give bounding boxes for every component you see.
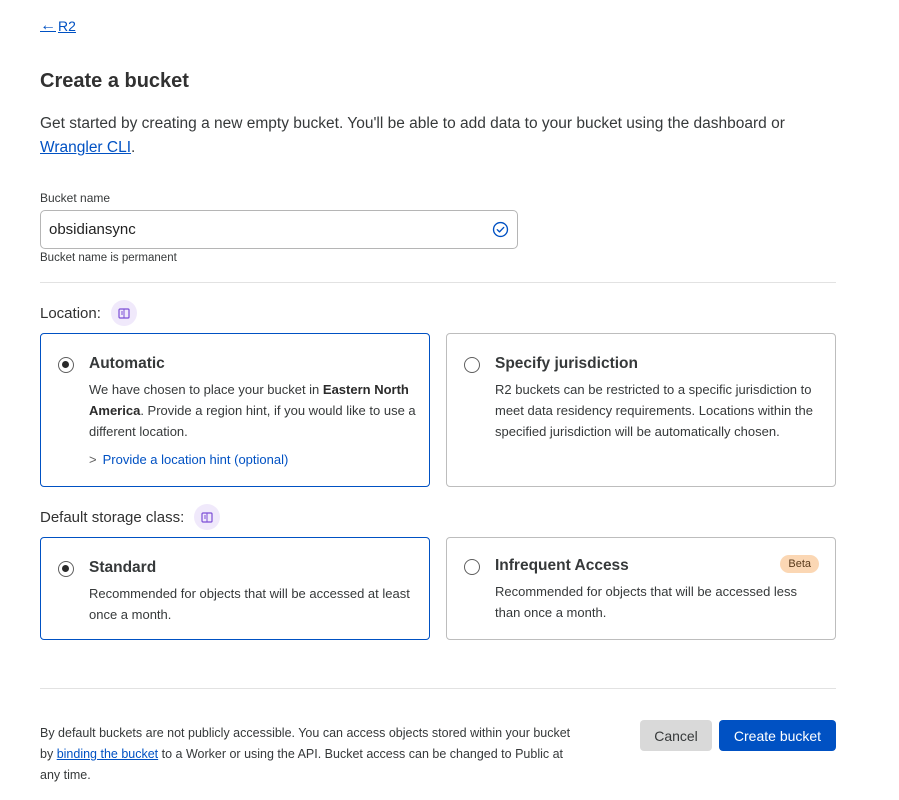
option-desc-infrequent: Recommended for objects that will be accessed less than once a month. [495,584,798,620]
arrow-left-icon: ← [40,17,56,34]
bucket-name-input[interactable] [49,211,479,248]
option-title-standard: Standard [89,559,157,576]
region-name: Eastern North America [89,382,409,418]
create-bucket-button[interactable]: Create bucket [719,720,836,751]
option-desc-standard: Recommended for objects that will be accessed at least once a month. [89,586,410,622]
option-title-automatic: Automatic [89,355,165,372]
divider [40,282,836,283]
binding-bucket-link[interactable]: binding the bucket [56,747,159,761]
access-notice [40,723,580,786]
radio-jurisdiction[interactable] [464,357,480,373]
bucket-name-field[interactable] [40,210,518,249]
back-link-r2[interactable] [40,17,76,35]
intro-text [40,112,840,160]
option-title-infrequent: Infrequent Access [495,557,629,574]
option-title-jurisdiction: Specify jurisdiction [495,355,638,372]
wrangler-cli-link[interactable]: Wrangler CLI [40,139,132,156]
radio-infrequent[interactable] [464,559,480,575]
bucket-name-label: Bucket name [40,191,111,205]
radio-automatic[interactable] [58,357,74,373]
location-hint-label: Provide a location hint (optional) [102,452,289,467]
check-circle-icon [492,221,509,238]
desc-text: . Provide a region hint, if you would like to use a different location. [89,403,416,439]
page-title: Create a bucket [40,70,189,92]
location-hint-link[interactable] [89,452,288,467]
intro-suffix: . [131,139,136,156]
storage-class-label [40,504,220,530]
divider [40,688,836,689]
bucket-name-hint: Bucket name is permanent [40,252,177,264]
location-label [40,300,137,326]
storage-option-infrequent[interactable] [446,537,836,640]
beta-badge: Beta [780,555,819,573]
radio-standard[interactable] [58,561,74,577]
desc-text: We have chosen to place your bucket in [89,382,323,397]
chevron-right-icon: > [89,452,97,467]
storage-class-label-text: Default storage class: [40,508,185,526]
intro-body: Get started by creating a new empty bucket. You'll be able to add data to your bucket using the dashboard or [40,115,785,132]
storage-option-standard[interactable] [40,537,430,640]
cancel-button[interactable]: Cancel [640,720,712,751]
location-option-automatic[interactable] [40,333,430,487]
option-desc-automatic [89,379,419,442]
back-link-label: R2 [58,18,76,34]
location-label-text: Location: [40,304,101,322]
option-desc-jurisdiction: R2 buckets can be restricted to a specific jurisdiction to meet data residency requirements. Locations within the specified jurisdiction will be automatically chosen. [495,382,813,439]
notice-text: to a Worker or using the API. Bucket access can be changed to Public at any time. [40,747,564,782]
notice-text: By default buckets are not publicly accessible. You can access objects stored within your bucket by [40,726,571,761]
docs-icon[interactable] [111,300,137,326]
location-option-jurisdiction[interactable] [446,333,836,487]
docs-icon[interactable] [194,504,220,530]
